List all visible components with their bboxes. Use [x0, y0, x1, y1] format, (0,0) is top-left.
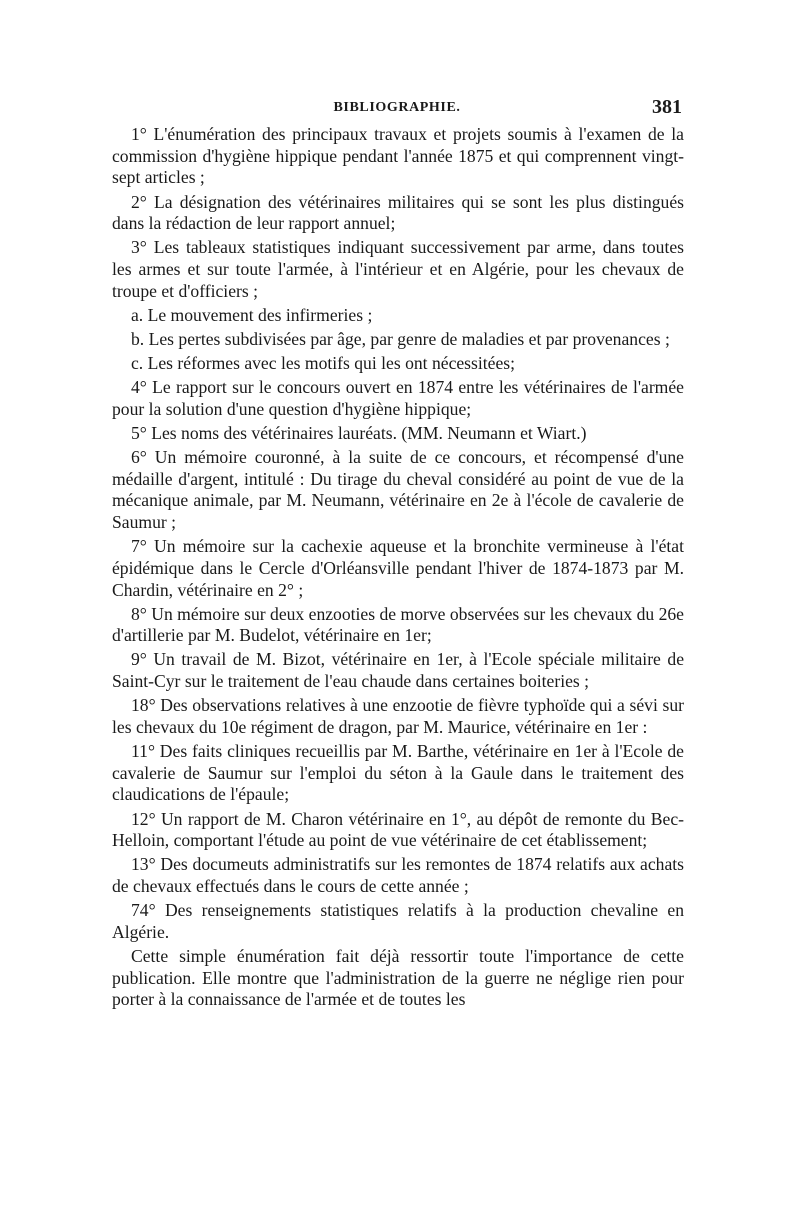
paragraph-8: 8° Un mémoire sur deux enzooties de morve observées sur les chevaux du 26e d'artillerie par M. Budelot, vétérinaire en 1er;	[112, 603, 684, 646]
paragraph-5: 5° Les noms des vétérinaires lauréats. (MM. Neumann et Wiart.)	[131, 422, 587, 443]
paragraph-3a: a. Le mouvement des infirmeries ;	[131, 304, 373, 325]
paragraph-13: 13° Des documeuts administratifs sur les remontes de 1874 relatifs aux achats de chevaux effectués dans le cours de cette année ;	[112, 854, 684, 897]
paragraph-12: 12° Un rapport de M. Charon vétérinaire en 1°, au dépôt de remonte du Bec-Helloin, comportant l'étude au point de vue vétérinaire de cet établissement;	[112, 808, 684, 851]
paragraph-4: 4° Le rapport sur le concours ouvert en 1874 entre les vétérinaires de l'armée pour la solution d'une question d'hygiène hippique;	[112, 377, 684, 419]
page-header	[112, 96, 682, 122]
paragraph-conclusion: Cette simple énumération fait déjà ressortir toute l'importance de cette publication. Elle montre que l'administration de la guerre ne néglige rien pour porter à la connaissance de l'armée et de toutes les	[112, 945, 684, 1010]
paragraph-6: 6° Un mémoire couronné, à la suite de ce concours, et récompensé d'une médaille d'argent, intitulé : Du tirage du cheval considéré au point de vue de la mécanique animale, par M. Neumann, vétérinaire en 2e à l'école de cavalerie de Saumur ;	[112, 446, 684, 533]
paragraph-9: 9° Un travail de M. Bizot, vétérinaire en 1er, à l'Ecole spéciale militaire de Saint-Cyr sur le traitement de l'eau chaude dans certaines boiteries ;	[112, 649, 684, 692]
paragraph-3c: c. Les réformes avec les motifs qui les ont nécessitées;	[131, 352, 516, 373]
paragraph-14: 74° Des renseignements statistiques relatifs à la production chevaline en Algérie.	[112, 900, 684, 942]
paragraph-3: 3° Les tableaux statistiques indiquant successivement par arme, dans toutes les armes et sur toute l'armée, à l'intérieur et en Algérie, pour les chevaux de troupe et d'officiers ;	[112, 237, 684, 301]
running-head: BIBLIOGRAPHIE.	[333, 100, 461, 115]
paragraph-2: 2° La désignation des vétérinaires militaires qui se sont les plus distingués dans la rédaction de leur rapport annuel;	[112, 191, 684, 234]
page-number: 381	[652, 96, 682, 118]
paragraph-7: 7° Un mémoire sur la cachexie aqueuse et la bronchite vermineuse à l'état épidémique dans le Cercle d'Orléansville pendant l'hiver de 1874-1873 par M. Chardin, vétérinaire en 2° ;	[112, 536, 684, 600]
paragraph-3b: b. Les pertes subdivisées par âge, par genre de maladies et par provenances ;	[131, 328, 670, 349]
paragraph-11: 11° Des faits cliniques recueillis par M. Barthe, vétérinaire en 1er à l'Ecole de cavalerie de Saumur sur l'emploi du séton à la Gaule dans le traitement des claudications de l'épaule;	[112, 741, 684, 805]
paragraph-1: 1° L'énumération des principaux travaux et projets soumis à l'examen de la commission d'hygiène hippique pendant l'année 1875 et qui comprennent vingt-sept articles ;	[112, 124, 684, 188]
body-text	[112, 124, 684, 1011]
paragraph-10: 18° Des observations relatives à une enzootie de fièvre typhoïde qui a sévi sur les chevaux du 10e régiment de dragon, par M. Maurice, vétérinaire en 1er :	[112, 695, 684, 737]
